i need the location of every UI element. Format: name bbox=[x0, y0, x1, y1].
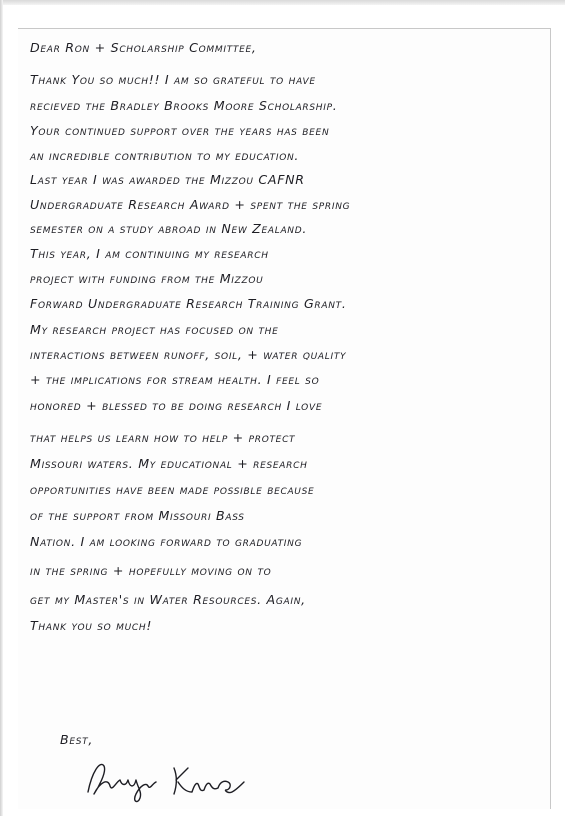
signature-stroke bbox=[88, 764, 156, 801]
letter-line: in the spring + hopefully moving on to bbox=[30, 563, 272, 578]
salutation: Dear Ron + Scholarship Committee, bbox=[30, 40, 257, 55]
letter-line: of the support from Missouri Bass bbox=[30, 508, 245, 523]
letter-line: Your continued support over the years has been bbox=[30, 123, 330, 138]
letter-line: interactions between runoff, soil, + water quality bbox=[30, 347, 347, 362]
closing: Best, bbox=[60, 732, 94, 747]
letter-line: an incredible contribution to my education. bbox=[30, 148, 300, 163]
signature bbox=[82, 752, 252, 807]
letter-line: that helps us learn how to help + protect bbox=[30, 430, 296, 445]
letter-line: Nation. I am looking forward to graduating bbox=[30, 534, 303, 549]
signature-stroke bbox=[174, 768, 244, 794]
letter-line: Thank You so much!! I am so grateful to have bbox=[30, 72, 316, 87]
letter-line: This year, I am continuing my research bbox=[30, 246, 269, 261]
letter-line: honored + blessed to be doing research I love bbox=[30, 398, 323, 413]
letter-line: opportunities have been made possible because bbox=[30, 482, 315, 497]
letter-line: get my Master's in Water Resources. Again, bbox=[30, 592, 306, 607]
letter-line: Undergraduate Research Award + spent the spring bbox=[30, 197, 351, 212]
letter-line: Forward Undergraduate Research Training Grant. bbox=[30, 296, 347, 311]
letter-line: Thank you so much! bbox=[30, 618, 153, 633]
letter-line: project with funding from the Mizzou bbox=[30, 271, 264, 286]
letter-line: + the implications for stream health. I feel so bbox=[30, 372, 320, 387]
letter-line: My research project has focused on the bbox=[30, 322, 279, 337]
letter-line: Last year I was awarded the Mizzou CAFNR bbox=[30, 172, 305, 187]
letter-line: recieved the Bradley Brooks Moore Scholarship. bbox=[30, 98, 338, 113]
letter-line: Missouri waters. My educational + research bbox=[30, 456, 308, 471]
letter-line: semester on a study abroad in New Zealand. bbox=[30, 221, 308, 236]
